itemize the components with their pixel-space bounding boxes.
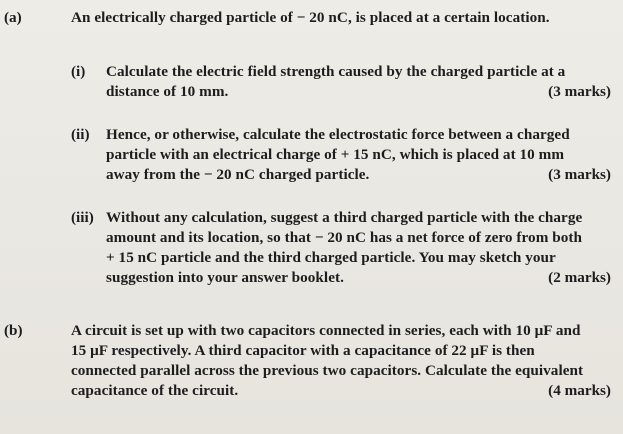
part-b-line-3: connected parallel across the previous two capacitors. Calculate the equivalent — [71, 362, 584, 379]
part-a-iii-marks: (2 marks) — [548, 269, 611, 286]
part-a-iii-label: (iii) — [71, 209, 94, 226]
part-a-iii-line-3: + 15 nC particle and the third charged particle. You may sketch your — [106, 249, 556, 266]
part-a-iii-line-4: suggestion into your answer booklet. — [106, 269, 344, 286]
part-a-i-marks: (3 marks) — [548, 83, 611, 100]
part-a-stem: An electrically charged particle of − 20 nC, is placed at a certain location. — [71, 9, 550, 26]
part-a-ii-line-1: Hence, or otherwise, calculate the electrostatic force between a charged — [106, 126, 570, 143]
part-b-line-2: 15 μF respectively. A third capacitor with a capacitance of 22 μF is then — [71, 342, 535, 359]
part-a-ii-label: (ii) — [71, 126, 90, 143]
part-b-marks: (4 marks) — [548, 382, 611, 399]
part-a-ii-line-3: away from the − 20 nC charged particle. — [106, 166, 370, 183]
part-a-ii-line-2: particle with an electrical charge of + 15 nC, which is placed at 10 mm — [106, 146, 565, 163]
part-a-i-line-1: Calculate the electric field strength caused by the charged particle at a — [106, 63, 566, 80]
part-a-iii-line-2: amount and its location, so that − 20 nC has a net force of zero from both — [106, 229, 582, 246]
part-a-label: (a) — [4, 9, 22, 26]
part-a-ii-marks: (3 marks) — [548, 166, 611, 183]
part-a-i-label: (i) — [71, 63, 86, 80]
part-a-iii-line-1: Without any calculation, suggest a third charged particle with the charge — [106, 209, 583, 226]
part-b-line-4: capacitance of the circuit. — [71, 382, 239, 399]
part-b-line-1: A circuit is set up with two capacitors connected in series, each with 10 μF and — [71, 322, 581, 339]
part-b-label: (b) — [4, 322, 23, 339]
part-a-i-line-2: distance of 10 mm. — [106, 83, 229, 100]
